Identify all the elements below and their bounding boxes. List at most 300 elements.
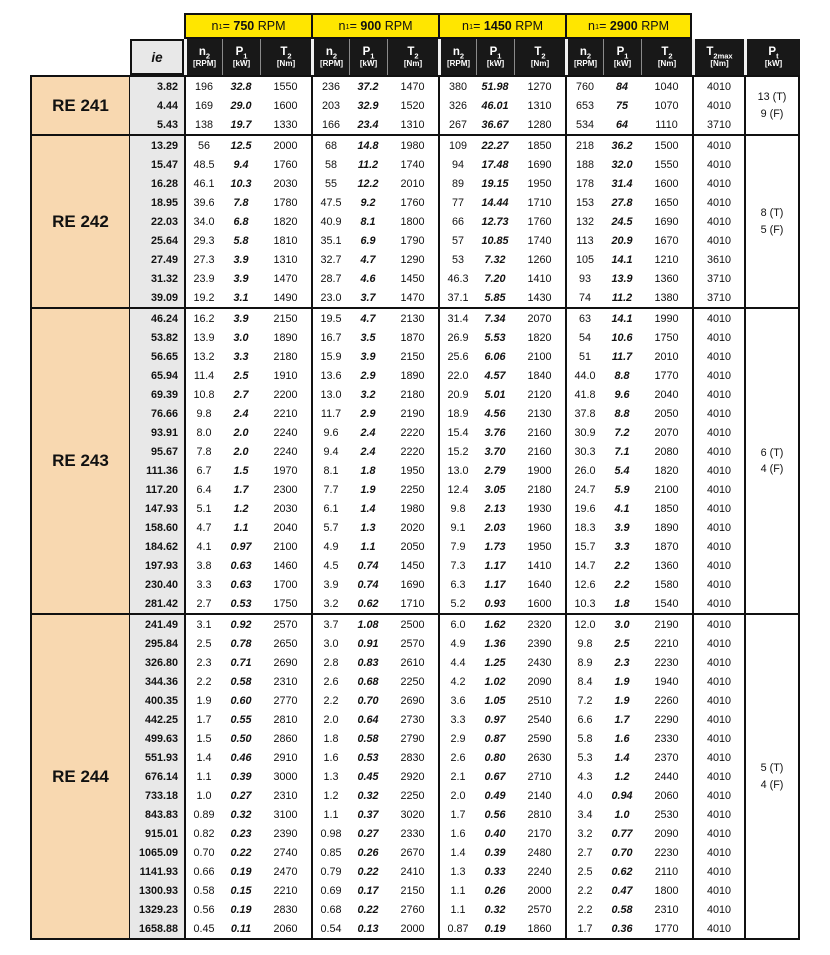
- p1-value: 12.5: [230, 139, 252, 152]
- t2max-value: 4010: [692, 77, 744, 96]
- t2-value: 2260: [654, 694, 679, 707]
- p1-value: 0.83: [357, 656, 379, 669]
- p1-value: 0.67: [484, 770, 506, 783]
- t2max-value: 3710: [692, 288, 744, 307]
- n2-value: 0.66: [184, 862, 222, 881]
- t2-value: 2230: [654, 656, 679, 669]
- t2max-value: 4010: [692, 729, 744, 748]
- t2-value: 1460: [273, 559, 298, 572]
- thermal-power-line: 4 (F): [760, 463, 784, 475]
- p1-value: 12.2: [357, 177, 379, 190]
- p1-value: 10.85: [481, 234, 509, 247]
- speed-header-900: n 1 = 900 RPM: [311, 13, 438, 39]
- p1-value: 0.74: [357, 578, 379, 591]
- n2-value: 4.5: [311, 556, 349, 575]
- p1-value: 31.4: [611, 177, 633, 190]
- t2-value: 1750: [654, 331, 679, 344]
- p1-value: 0.63: [230, 578, 252, 591]
- n2-value: 23.0: [311, 288, 349, 307]
- t2max-value: 4010: [692, 366, 744, 385]
- table-row: [130, 193, 744, 212]
- p1-value: 0.11: [230, 922, 252, 935]
- p1-value: 7.34: [484, 312, 506, 325]
- p1-value: 0.46: [230, 751, 252, 764]
- p1-value: 4.7: [360, 253, 376, 266]
- ratio-value: 551.93: [130, 748, 184, 767]
- p1-value: 24.5: [611, 215, 633, 228]
- table-row: [130, 594, 744, 613]
- t2-value: 1950: [527, 177, 552, 190]
- thermal-power-line: 6 (T): [760, 446, 784, 459]
- n2-value: 74: [565, 288, 603, 307]
- p1-value: 23.4: [357, 118, 379, 131]
- col-header-pt: $P_t$ [kW]: [744, 39, 800, 75]
- n2-value: 13.2: [184, 347, 222, 366]
- t2max-value: 4010: [692, 193, 744, 212]
- t2-value: 1890: [654, 521, 679, 534]
- p1-value: 0.39: [230, 770, 252, 783]
- n2-value: 30.3: [565, 442, 603, 461]
- n2-value: 1.1: [311, 805, 349, 824]
- n2-value: 28.7: [311, 269, 349, 288]
- p1-value: 0.32: [230, 808, 252, 821]
- p1-value: 32.0: [611, 158, 633, 171]
- n2-value: 760: [565, 77, 603, 96]
- col-header-t2max: $T_{2max}$ [Nm]: [692, 39, 744, 75]
- table-row: [130, 174, 744, 193]
- ratio-value: 76.66: [130, 404, 184, 423]
- p1-value: 19.7: [230, 118, 252, 131]
- t2-value: 1470: [400, 80, 425, 93]
- table-row: [130, 672, 744, 691]
- col-header-p1: $P_1$ [kW]: [476, 39, 514, 75]
- n2-value: 1.0: [184, 786, 222, 805]
- t2max-value: 4010: [692, 919, 744, 938]
- t2max-value: 4010: [692, 691, 744, 710]
- t2-value: 2100: [527, 350, 552, 363]
- n2-value: 196: [184, 77, 222, 96]
- t2-value: 2170: [527, 827, 552, 840]
- n2-value: 15.9: [311, 347, 349, 366]
- p1-value: 1.1: [233, 521, 249, 534]
- table-row: [130, 615, 744, 634]
- n2-value: 56: [184, 136, 222, 155]
- n2-value: 18.9: [438, 404, 476, 423]
- t2max-value: 4010: [692, 518, 744, 537]
- p1-value: 2.0: [233, 445, 249, 458]
- t2-value: 1690: [400, 578, 425, 591]
- t2-value: 2830: [273, 903, 298, 916]
- t2-value: 1760: [527, 215, 552, 228]
- t2-value: 1740: [527, 234, 552, 247]
- t2-value: 1580: [654, 578, 679, 591]
- t2max-value: 3710: [692, 269, 744, 288]
- ratio-value: 184.62: [130, 537, 184, 556]
- p1-value: 0.22: [230, 846, 252, 859]
- n2-value: 0.85: [311, 843, 349, 862]
- t2-value: 2220: [400, 426, 425, 439]
- n2-value: 1.6: [311, 748, 349, 767]
- t2-value: 2090: [654, 827, 679, 840]
- p1-value: 3.70: [484, 445, 506, 458]
- t2-value: 3020: [400, 808, 425, 821]
- section-rows: [130, 309, 744, 613]
- p1-value: 0.62: [611, 865, 633, 878]
- t2-value: 1970: [273, 464, 298, 477]
- p1-value: 0.56: [484, 808, 506, 821]
- n2-value: 8.4: [565, 672, 603, 691]
- p1-value: 7.32: [484, 253, 506, 266]
- n2-value: 16.7: [311, 328, 349, 347]
- n2-value: 1.4: [184, 748, 222, 767]
- n2-value: 2.3: [184, 653, 222, 672]
- ratio-value: 18.95: [130, 193, 184, 212]
- n2-value: 203: [311, 96, 349, 115]
- t2-value: 2240: [273, 445, 298, 458]
- p1-value: 32.8: [230, 80, 252, 93]
- t2max-value: 4010: [692, 328, 744, 347]
- t2-value: 1740: [400, 158, 425, 171]
- n2-value: 26.0: [565, 461, 603, 480]
- t2-value: 2310: [654, 903, 679, 916]
- p1-value: 4.56: [484, 407, 506, 420]
- p1-value: 8.8: [614, 407, 630, 420]
- n2-value: 46.3: [438, 269, 476, 288]
- t2-value: 1490: [273, 291, 298, 304]
- p1-value: 0.36: [611, 922, 633, 935]
- n2-value: 26.9: [438, 328, 476, 347]
- n2-value: 3.3: [438, 710, 476, 729]
- n2-value: 2.2: [565, 900, 603, 919]
- n2-value: 6.1: [311, 499, 349, 518]
- table-row: [130, 461, 744, 480]
- ratio-value: 442.25: [130, 710, 184, 729]
- t2-value: 2030: [273, 177, 298, 190]
- model-section: [32, 307, 798, 613]
- p1-value: 4.1: [614, 502, 630, 515]
- ratio-value: 22.03: [130, 212, 184, 231]
- column-header-row: [30, 39, 800, 75]
- p1-value: 5.4: [614, 464, 630, 477]
- t2-value: 1710: [527, 196, 552, 209]
- p1-value: 0.94: [611, 789, 633, 802]
- p1-value: 6.8: [233, 215, 249, 228]
- n2-value: 1.1: [438, 881, 476, 900]
- table-row: [130, 231, 744, 250]
- n2-value: 6.6: [565, 710, 603, 729]
- p1-value: 0.19: [230, 865, 252, 878]
- p1-value: 9.2: [360, 196, 376, 209]
- n2-value: 9.8: [438, 499, 476, 518]
- p1-value: 0.63: [230, 559, 252, 572]
- p1-value: 2.4: [233, 407, 249, 420]
- t2-value: 1410: [527, 559, 552, 572]
- ratio-value: 111.36: [130, 461, 184, 480]
- p1-value: 1.8: [614, 597, 630, 610]
- ratings-table: [30, 13, 800, 940]
- t2max-value: 4010: [692, 480, 744, 499]
- thermal-power-cell: [744, 77, 798, 134]
- col-header-n2: $n_2$ [RPM]: [438, 39, 476, 75]
- n2-value: 47.5: [311, 193, 349, 212]
- t2-value: 3100: [273, 808, 298, 821]
- t2-value: 2690: [400, 694, 425, 707]
- t2-value: 2060: [654, 789, 679, 802]
- table-row: [130, 155, 744, 174]
- table-row: [130, 328, 744, 347]
- t2-value: 1810: [273, 234, 298, 247]
- p1-value: 3.2: [360, 388, 376, 401]
- model-section: [32, 613, 798, 938]
- ratio-value: 39.09: [130, 288, 184, 307]
- t2-value: 1990: [654, 312, 679, 325]
- p1-value: 5.01: [484, 388, 506, 401]
- t2-value: 2630: [527, 751, 552, 764]
- n2-value: 3.9: [311, 575, 349, 594]
- n2-value: 218: [565, 136, 603, 155]
- n2-value: 3.6: [438, 691, 476, 710]
- t2-value: 1310: [273, 253, 298, 266]
- table-row: [130, 729, 744, 748]
- ratio-value: 31.32: [130, 269, 184, 288]
- p1-value: 0.78: [230, 637, 252, 650]
- n2-value: 5.7: [311, 518, 349, 537]
- n2-value: 4.9: [438, 634, 476, 653]
- table-row: [130, 691, 744, 710]
- table-row: [130, 385, 744, 404]
- table-row: [130, 843, 744, 862]
- p1-value: 0.15: [230, 884, 252, 897]
- ratio-value: 69.39: [130, 385, 184, 404]
- n2-value: 27.3: [184, 250, 222, 269]
- t2-value: 1760: [400, 196, 425, 209]
- table-row: [130, 96, 744, 115]
- t2-value: 2100: [273, 540, 298, 553]
- n2-value: 13.0: [438, 461, 476, 480]
- ratio-value: 281.42: [130, 594, 184, 613]
- t2-value: 2570: [273, 618, 298, 631]
- t2-value: 1820: [273, 215, 298, 228]
- n2-value: 3.2: [311, 594, 349, 613]
- t2-value: 1470: [273, 272, 298, 285]
- thermal-power-line: 8 (T): [760, 207, 784, 220]
- t2-value: 1760: [273, 158, 298, 171]
- n2-value: 37.1: [438, 288, 476, 307]
- t2-value: 2590: [527, 732, 552, 745]
- n2-value: 326: [438, 96, 476, 115]
- t2-value: 2790: [400, 732, 425, 745]
- n2-value: 2.8: [311, 653, 349, 672]
- ratio-value: 1329.23: [130, 900, 184, 919]
- n2-value: 0.87: [438, 919, 476, 938]
- p1-value: 0.45: [357, 770, 379, 783]
- thermal-power-line: 9 (F): [760, 107, 784, 120]
- p1-value: 2.2: [614, 578, 630, 591]
- n2-value: 0.56: [184, 900, 222, 919]
- t2-value: 1690: [527, 158, 552, 171]
- p1-value: 0.49: [484, 789, 506, 802]
- table-row: [130, 537, 744, 556]
- p1-value: 5.53: [484, 331, 506, 344]
- t2-value: 2240: [273, 426, 298, 439]
- header-spacer: [30, 13, 184, 39]
- table-row: [130, 136, 744, 155]
- t2-value: 2310: [273, 789, 298, 802]
- t2-value: 2500: [400, 618, 425, 631]
- n2-value: 178: [565, 174, 603, 193]
- t2-value: 2110: [654, 865, 679, 878]
- t2-value: 1910: [273, 369, 298, 382]
- t2-value: 1600: [527, 597, 552, 610]
- p1-value: 1.2: [614, 770, 630, 783]
- ratio-value: 95.67: [130, 442, 184, 461]
- n2-value: 113: [565, 231, 603, 250]
- n2-value: 2.6: [438, 748, 476, 767]
- ratio-value: 15.47: [130, 155, 184, 174]
- n2-value: 15.7: [565, 537, 603, 556]
- t2-value: 1310: [527, 99, 552, 112]
- n2-value: 3.1: [184, 615, 222, 634]
- n2-value: 6.7: [184, 461, 222, 480]
- table-row: [130, 250, 744, 269]
- n2-value: 5.8: [565, 729, 603, 748]
- n2-value: 1.4: [438, 843, 476, 862]
- n2-value: 132: [565, 212, 603, 231]
- n2-value: 19.6: [565, 499, 603, 518]
- n2-value: 16.2: [184, 309, 222, 328]
- table-row: [130, 212, 744, 231]
- n2-value: 109: [438, 136, 476, 155]
- n2-value: 1.7: [184, 710, 222, 729]
- p1-value: 0.27: [357, 827, 379, 840]
- n2-value: 89: [438, 174, 476, 193]
- speed-header-1450: n 1 = 1450 RPM: [438, 13, 565, 39]
- t2-value: 2010: [654, 350, 679, 363]
- ratio-value: 147.93: [130, 499, 184, 518]
- n2-value: 1.3: [311, 767, 349, 786]
- t2-value: 2210: [654, 637, 679, 650]
- n2-value: 6.3: [438, 575, 476, 594]
- p1-value: 2.9: [360, 369, 376, 382]
- n2-value: 37.8: [565, 404, 603, 423]
- p1-value: 64: [615, 118, 628, 131]
- p1-value: 0.77: [611, 827, 633, 840]
- t2-value: 2130: [527, 407, 552, 420]
- table-body: [30, 75, 800, 940]
- p1-value: 2.9: [360, 407, 376, 420]
- table-row: [130, 748, 744, 767]
- t2-value: 2230: [654, 846, 679, 859]
- t2max-value: 4010: [692, 404, 744, 423]
- t2-value: 1520: [400, 99, 425, 112]
- n2-value: 534: [565, 115, 603, 134]
- p1-value: 11.7: [611, 350, 633, 363]
- t2-value: 1780: [273, 196, 298, 209]
- t2-value: 2180: [527, 483, 552, 496]
- n2-value: 8.1: [311, 461, 349, 480]
- t2-value: 1410: [527, 272, 552, 285]
- t2max-value: 4010: [692, 136, 744, 155]
- p1-value: 0.87: [484, 732, 506, 745]
- t2-value: 1330: [273, 118, 298, 131]
- n2-value: 53: [438, 250, 476, 269]
- t2max-value: 4010: [692, 309, 744, 328]
- p1-value: 3.76: [484, 426, 506, 439]
- t2max-value: 4010: [692, 824, 744, 843]
- p1-value: 1.25: [484, 656, 506, 669]
- t2-value: 2370: [654, 751, 679, 764]
- n2-value: 105: [565, 250, 603, 269]
- t2-value: 1900: [527, 464, 552, 477]
- n2-value: 23.9: [184, 269, 222, 288]
- ratio-value: 117.20: [130, 480, 184, 499]
- n2-value: 34.0: [184, 212, 222, 231]
- table-row: [130, 556, 744, 575]
- table-row: [130, 900, 744, 919]
- n2-value: 7.7: [311, 480, 349, 499]
- p1-value: 17.48: [481, 158, 509, 171]
- t2max-value: 4010: [692, 347, 744, 366]
- p1-value: 1.4: [360, 502, 376, 515]
- n2-value: 48.5: [184, 155, 222, 174]
- n2-value: 138: [184, 115, 222, 134]
- n2-value: 0.70: [184, 843, 222, 862]
- t2-value: 1800: [654, 884, 679, 897]
- t2-value: 2250: [400, 483, 425, 496]
- t2max-value: 4010: [692, 748, 744, 767]
- n2-value: 51: [565, 347, 603, 366]
- col-header-n2: $n_2$ [RPM]: [565, 39, 603, 75]
- n2-value: 94: [438, 155, 476, 174]
- p1-value: 0.64: [357, 713, 379, 726]
- p1-value: 1.36: [484, 637, 506, 650]
- table-row: [130, 824, 744, 843]
- t2-value: 2050: [400, 540, 425, 553]
- ratio-value: 1141.93: [130, 862, 184, 881]
- header-spacer: [30, 39, 130, 75]
- p1-value: 1.9: [614, 694, 630, 707]
- t2-value: 2190: [400, 407, 425, 420]
- n2-value: 12.4: [438, 480, 476, 499]
- t2-value: 2710: [527, 770, 552, 783]
- t2-value: 2120: [527, 388, 552, 401]
- section-rows: [130, 136, 744, 307]
- n2-value: 380: [438, 77, 476, 96]
- t2-value: 2760: [400, 903, 425, 916]
- n2-value: 20.9: [438, 385, 476, 404]
- p1-value: 4.6: [360, 272, 376, 285]
- t2-value: 1070: [654, 99, 679, 112]
- table-row: [130, 634, 744, 653]
- p1-value: 0.26: [357, 846, 379, 859]
- t2max-value: 4010: [692, 556, 744, 575]
- t2-value: 2530: [654, 808, 679, 821]
- p1-value: 46.01: [481, 99, 509, 112]
- p1-value: 0.17: [357, 884, 379, 897]
- p1-value: 3.05: [484, 483, 506, 496]
- n2-value: 55: [311, 174, 349, 193]
- p1-value: 1.08: [357, 618, 379, 631]
- ratio-value: 25.64: [130, 231, 184, 250]
- t2-value: 2000: [527, 884, 552, 897]
- t2max-value: 4010: [692, 212, 744, 231]
- table-row: [130, 269, 744, 288]
- t2-value: 1210: [654, 253, 679, 266]
- table-row: [130, 115, 744, 134]
- p1-value: 2.5: [614, 637, 630, 650]
- t2-value: 2830: [400, 751, 425, 764]
- n2-value: 6.0: [438, 615, 476, 634]
